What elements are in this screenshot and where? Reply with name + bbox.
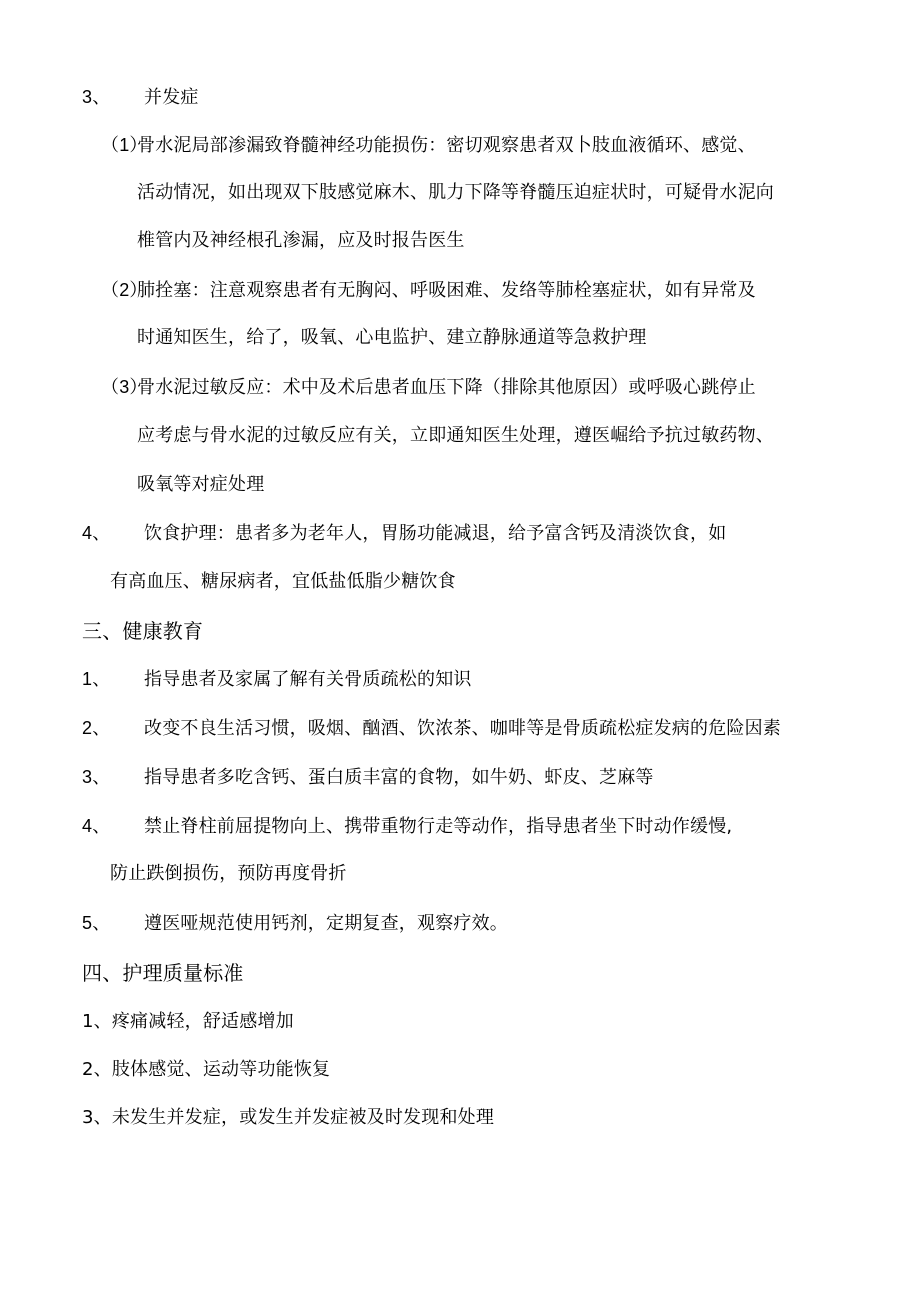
list-number: 5、	[82, 913, 111, 933]
complication-item-3-line-1	[101, 375, 756, 400]
item-text: 肺拴塞：注意观察患者有无胸闷、呼吸困难、发络等肺栓塞症状，如有异常及	[137, 280, 756, 301]
complication-item-1-line-2: 活动情况，如出现双下肢感觉麻木、肌力下降等脊髓压迫症状时，可疑骨水泥向	[137, 182, 774, 203]
item-text: 指导患者多吃含钙、蛋白质丰富的食物，如牛奶、虾皮、芝麻等	[144, 767, 654, 788]
complication-item-1-line-1	[101, 133, 756, 158]
complication-item-2-line-1	[101, 278, 756, 303]
list-number: 1、	[82, 669, 111, 689]
list-number: 4、	[82, 816, 111, 836]
list-item: 3、未发生并发症，或发生并发症被及时发现和处理	[82, 1107, 495, 1128]
list-number: 4、	[82, 523, 111, 543]
item-text: 遵医哑规范使用钙剂，定期复查，观察疗效。	[144, 913, 508, 934]
complication-item-1-line-3: 椎管内及神经根孔渗漏，应及时报告医生	[137, 230, 465, 251]
list-item	[82, 667, 472, 692]
diet-item-line-2: 有高血压、糖尿病者，宜低盐低脂少糖饮食	[110, 571, 456, 592]
list-item	[82, 716, 781, 741]
item-text: 骨水泥过敏反应：术中及术后患者血压下降（排除其他原因）或呼吸心跳停止	[137, 377, 756, 398]
section-title-quality-standards: 四、护理质量标准	[82, 961, 244, 985]
heading-text: 并发症	[144, 87, 199, 108]
item-text: 饮食护理：患者多为老年人，胃肠功能减退，给予富含钙及清淡饮食，如	[144, 523, 727, 544]
list-item-continuation: 防止跌倒损伤，预防再度骨折	[110, 863, 347, 884]
list-item	[82, 814, 732, 839]
complication-item-3-line-3: 吸氧等对症处理	[137, 474, 265, 495]
list-item	[82, 911, 508, 936]
list-number: 2、	[82, 718, 111, 738]
diet-item-line-1	[82, 521, 726, 546]
item-text: 改变不良生活习惯，吸烟、酗酒、饮浓茶、咖啡等是骨质疏松症发病的危险因素	[144, 718, 781, 739]
complication-item-2-line-2: 时通知医生，给了，吸氧、心电监护、建立静脉通道等急救护理	[137, 327, 647, 348]
list-number: （2）	[101, 280, 148, 300]
section-title-health-education: 三、健康教育	[82, 619, 204, 643]
item-text: 骨水泥局部渗漏致脊髓神经功能损伤：密切观察患者双卜肢血液循环、感觉、	[137, 135, 756, 156]
complication-item-3-line-2: 应考虑与骨水泥的过敏反应有关，立即通知医生处理，遵医崛给予抗过敏药物、	[137, 425, 774, 446]
list-number: （3）	[101, 377, 148, 397]
complications-heading	[82, 85, 199, 110]
list-item	[82, 765, 654, 790]
list-item: 1、疼痛减轻，舒适感增加	[82, 1011, 294, 1032]
item-text: 禁止脊柱前屈提物向上、携带重物行走等动作，指导患者坐下时动作缓慢,	[144, 816, 733, 837]
list-number: （1）	[101, 135, 148, 155]
list-item: 2、肢体感觉、运动等功能恢复	[82, 1059, 331, 1080]
list-number: 3、	[82, 87, 111, 107]
list-number: 3、	[82, 767, 111, 787]
item-text: 指导患者及家属了解有关骨质疏松的知识	[144, 669, 472, 690]
